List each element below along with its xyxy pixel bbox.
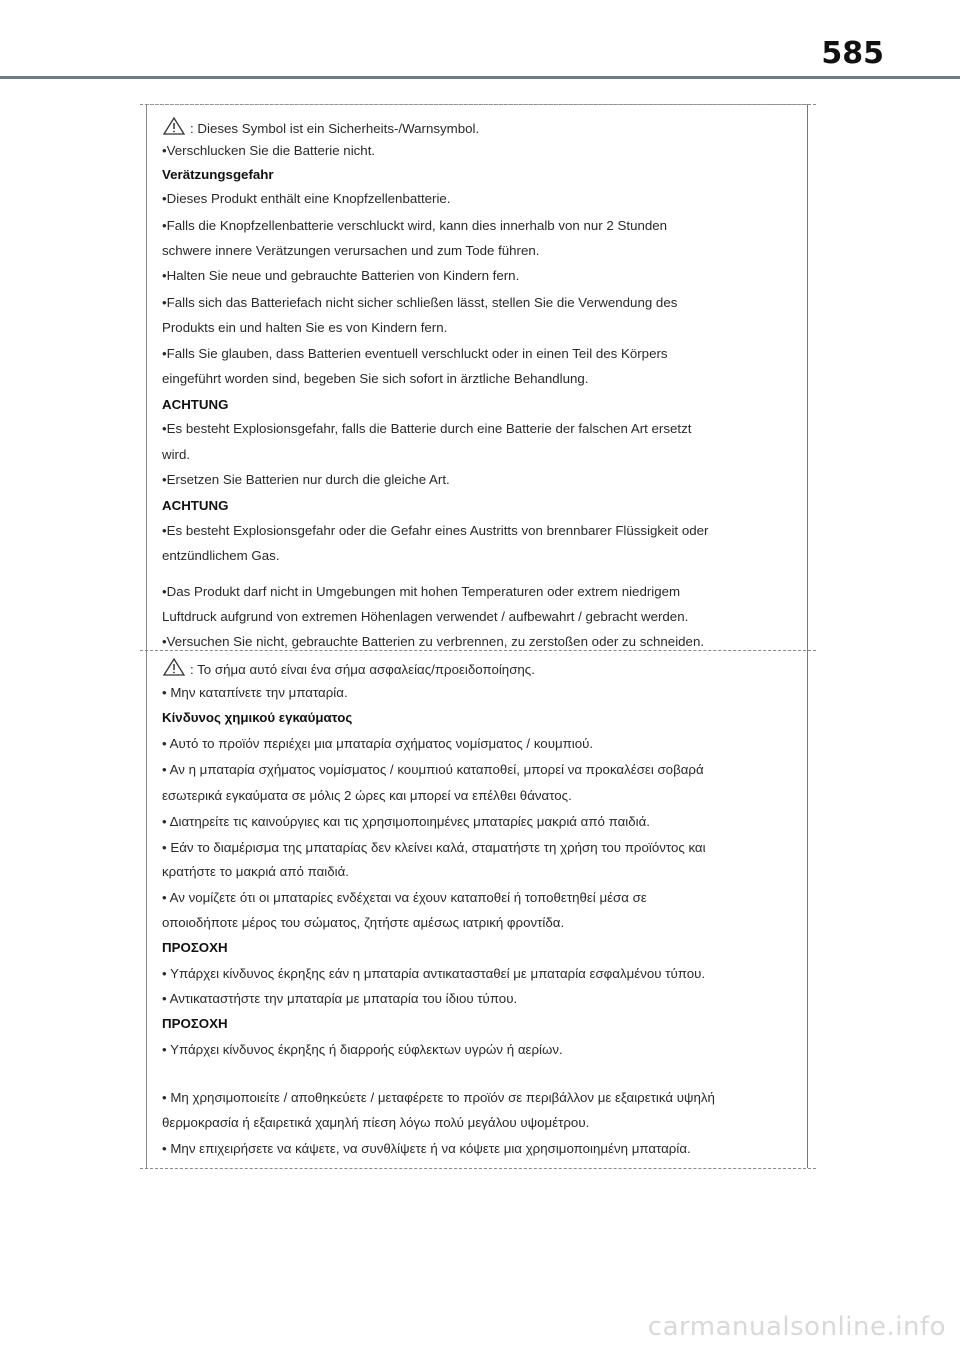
greek-warning-line: : Το σήμα αυτό είναι ένα σήμα ασφαλείας/προειδοποίησης. — [162, 658, 535, 677]
warning-triangle-icon — [162, 117, 188, 135]
german-line-6: •Falls sich das Batteriefach nicht sicher schließen lässt, stellen Sie die Verwendung des — [162, 295, 678, 310]
greek-line-9: οποιοδήποτε μέρος του σώματος, ζητήστε αμέσως ιατρική φροντίδα. — [162, 915, 565, 930]
german-line-17: •Versuchen Sie nicht, gebrauchte Batterien zu verbrennen, zu zerstoßen oder zu schneiden. — [162, 634, 705, 649]
watermark: carmanualsonline.info — [647, 1312, 946, 1342]
german-line-13: •Es besteht Explosionsgefahr oder die Gefahr eines Austritts von brennbarer Flüssigkeit oder — [162, 523, 709, 538]
greek-line-10: • Υπάρχει κίνδυνος έκρηξης εάν η μπαταρία αντικατασταθεί με μπαταρία εσφαλμένου τύπου. — [162, 966, 706, 981]
german-heading-achtung-2: ACHTUNG — [162, 498, 229, 513]
german-line-12: •Ersetzen Sie Batterien nur durch die gleiche Art. — [162, 472, 450, 487]
greek-line-5: • Διατηρείτε τις καινούργιες και τις χρησιμοποιημένες μπαταρίες μακριά από παιδιά. — [162, 814, 650, 829]
german-heading-corrosion: Verätzungsgefahr — [162, 167, 274, 182]
greek-line-1: • Μην καταπίνετε την μπαταρία. — [162, 685, 348, 700]
german-heading-achtung-1: ACHTUNG — [162, 397, 229, 412]
greek-line-15: • Μην επιχειρήσετε να κάψετε, να συνθλίψετε ή να κόψετε μια χρησιμοποιημένη μπαταρία. — [162, 1141, 691, 1156]
greek-line-11: • Αντικαταστήστε την μπαταρία με μπαταρία του ίδιου τύπου. — [162, 991, 518, 1006]
greek-line-4: εσωτερικά εγκαύματα σε μόλις 2 ώρες και μπορεί να επέλθει θάνατος. — [162, 788, 572, 803]
german-warning-line: : Dieses Symbol ist ein Sicherheits-/Warnsymbol. — [162, 117, 479, 136]
german-line-14: entzündlichem Gas. — [162, 548, 280, 563]
greek-line-7: κρατήστε το μακριά από παιδιά. — [162, 864, 349, 879]
greek-line-6: • Εάν το διαμέρισμα της μπαταρίας δεν κλείνει καλά, σταματήστε τη χρήση του προϊόντος και — [162, 840, 706, 855]
german-line-2: •Dieses Produkt enthält eine Knopfzellenbatterie. — [162, 191, 451, 206]
german-warning-section — [146, 104, 808, 650]
german-line-5: •Halten Sie neue und gebrauchte Batterien von Kindern fern. — [162, 268, 520, 283]
greek-line-8: • Αν νομίζετε ότι οι μπαταρίες ενδέχεται να έχουν καταποθεί ή τοποθετηθεί μέσα σε — [162, 890, 647, 905]
german-line-15: •Das Produkt darf nicht in Umgebungen mit hohen Temperaturen oder extrem niedrigem — [162, 584, 681, 599]
greek-line-2: • Αυτό το προϊόν περιέχει μια μπαταρία σχήματος νομίσματος / κουμπιού. — [162, 736, 594, 751]
german-line-3: •Falls die Knopfzellenbatterie verschluckt wird, kann dies innerhalb von nur 2 Stunden — [162, 218, 668, 233]
bottom-rule — [140, 1168, 816, 1169]
warning-triangle-icon — [162, 658, 188, 676]
german-line-7: Produkts ein und halten Sie es von Kindern fern. — [162, 320, 448, 335]
german-line-8: •Falls Sie glauben, dass Batterien eventuell verschluckt oder in einen Teil des Körpers — [162, 346, 668, 361]
german-line-4: schwere innere Verätzungen verursachen und zum Tode führen. — [162, 243, 540, 258]
greek-heading-caution-1: ΠΡΟΣΟΧΗ — [162, 940, 228, 955]
greek-heading-chemical-burn: Κίνδυνος χημικού εγκαύματος — [162, 710, 353, 725]
greek-line-13: • Μη χρησιμοποιείτε / αποθηκεύετε / μεταφέρετε το προϊόν σε περιβάλλον με εξαιρετικά υψηλή — [162, 1090, 715, 1105]
greek-line-3: • Αν η μπαταρία σχήματος νομίσματος / κουμπιού καταποθεί, μπορεί να προκαλέσει σοβαρά — [162, 762, 704, 777]
greek-warning-section — [146, 650, 808, 1168]
header-rule — [0, 76, 960, 79]
german-line-11: wird. — [162, 447, 191, 462]
page-number: 585 — [821, 36, 884, 71]
german-line-16: Luftdruck aufgrund von extremen Höhenlagen verwendet / aufbewahrt / gebracht werden. — [162, 609, 689, 624]
greek-line-14: θερμοκρασία ή εξαιρετικά χαμηλή πίεση λόγω πολύ μεγάλου υψομέτρου. — [162, 1115, 590, 1130]
greek-heading-caution-2: ΠΡΟΣΟΧΗ — [162, 1016, 228, 1031]
german-line-9: eingeführt worden sind, begeben Sie sich sofort in ärztliche Behandlung. — [162, 371, 589, 386]
german-line-1: •Verschlucken Sie die Batterie nicht. — [162, 143, 376, 158]
german-line-10: •Es besteht Explosionsgefahr, falls die Batterie durch eine Batterie der falschen Art ersetzt — [162, 421, 692, 436]
greek-line-12: • Υπάρχει κίνδυνος έκρηξης ή διαρροής εύφλεκτων υγρών ή αερίων. — [162, 1042, 563, 1057]
